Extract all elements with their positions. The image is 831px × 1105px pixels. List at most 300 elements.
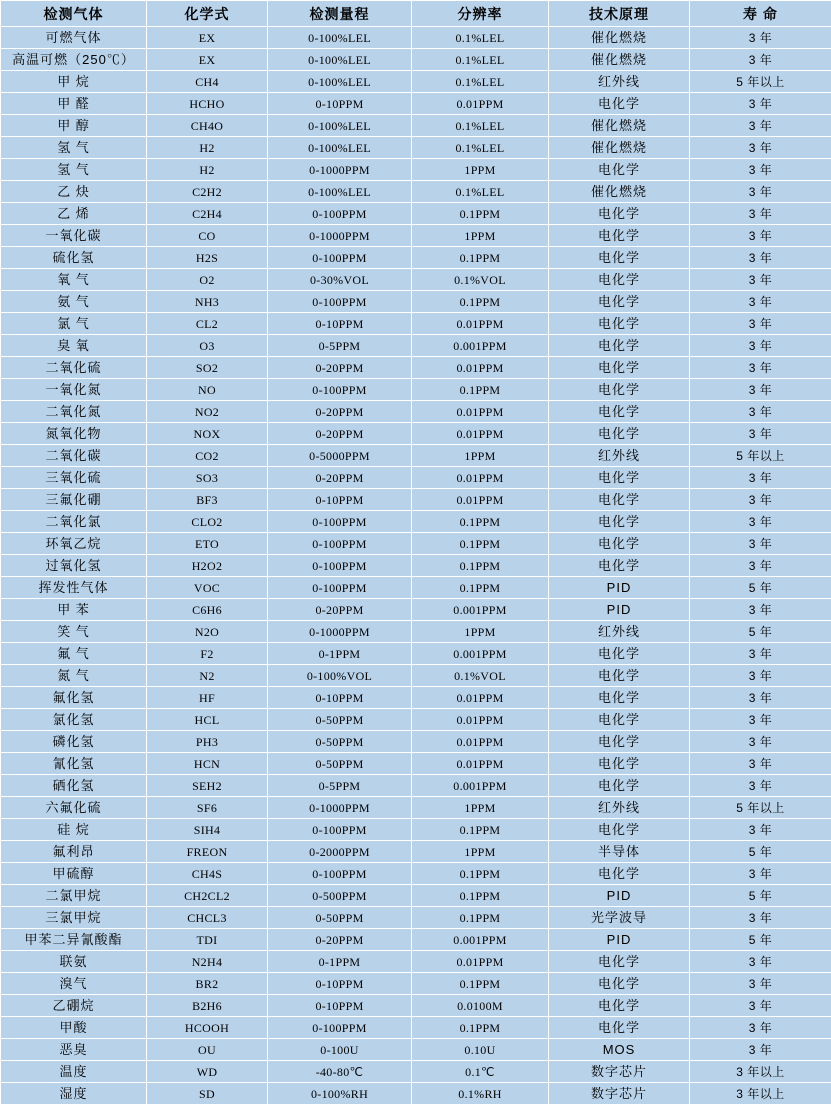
cell-range: 0-100PPM bbox=[268, 247, 412, 269]
cell-range: 0-20PPM bbox=[268, 401, 412, 423]
cell-lifespan: 3 年 bbox=[690, 599, 831, 621]
cell-range: 0-5000PPM bbox=[268, 445, 412, 467]
table-row bbox=[1, 973, 831, 995]
cell-lifespan: 3 年 bbox=[690, 863, 831, 885]
cell-gas: 一氧化氮 bbox=[1, 379, 147, 401]
cell-formula: HCHO bbox=[147, 93, 268, 115]
table-row bbox=[1, 1039, 831, 1061]
cell-range: 0-1000PPM bbox=[268, 225, 412, 247]
column-header-range: 检测量程 bbox=[268, 1, 412, 27]
cell-range: 0-10PPM bbox=[268, 687, 412, 709]
table-row bbox=[1, 137, 831, 159]
cell-resolution: 0.1%LEL bbox=[412, 49, 549, 71]
cell-lifespan: 3 年 bbox=[690, 401, 831, 423]
cell-principle: 电化学 bbox=[549, 401, 690, 423]
cell-resolution: 0.001PPM bbox=[412, 643, 549, 665]
cell-formula: BF3 bbox=[147, 489, 268, 511]
cell-formula: HCOOH bbox=[147, 1017, 268, 1039]
cell-principle: 电化学 bbox=[549, 247, 690, 269]
cell-formula: NO bbox=[147, 379, 268, 401]
table-row bbox=[1, 313, 831, 335]
cell-range: 0-500PPM bbox=[268, 885, 412, 907]
cell-principle: 电化学 bbox=[549, 753, 690, 775]
cell-lifespan: 3 年 bbox=[690, 247, 831, 269]
cell-resolution: 0.01PPM bbox=[412, 489, 549, 511]
table-row bbox=[1, 269, 831, 291]
cell-principle: 催化燃烧 bbox=[549, 27, 690, 49]
cell-gas: 甲硫醇 bbox=[1, 863, 147, 885]
cell-range: 0-20PPM bbox=[268, 357, 412, 379]
cell-formula: NH3 bbox=[147, 291, 268, 313]
cell-resolution: 0.01PPM bbox=[412, 709, 549, 731]
cell-formula: N2H4 bbox=[147, 951, 268, 973]
cell-lifespan: 3 年 bbox=[690, 203, 831, 225]
cell-range: 0-10PPM bbox=[268, 995, 412, 1017]
cell-lifespan: 5 年以上 bbox=[690, 797, 831, 819]
cell-gas: 溴气 bbox=[1, 973, 147, 995]
cell-range: 0-50PPM bbox=[268, 709, 412, 731]
table-row bbox=[1, 533, 831, 555]
table-row bbox=[1, 379, 831, 401]
cell-gas: 磷化氢 bbox=[1, 731, 147, 753]
column-header-formula: 化学式 bbox=[147, 1, 268, 27]
cell-principle: 催化燃烧 bbox=[549, 49, 690, 71]
cell-gas: 联氨 bbox=[1, 951, 147, 973]
cell-formula: CO bbox=[147, 225, 268, 247]
cell-resolution: 1PPM bbox=[412, 225, 549, 247]
cell-gas: 氨 气 bbox=[1, 291, 147, 313]
cell-range: 0-20PPM bbox=[268, 423, 412, 445]
cell-principle: 红外线 bbox=[549, 621, 690, 643]
cell-lifespan: 3 年 bbox=[690, 533, 831, 555]
cell-lifespan: 3 年 bbox=[690, 181, 831, 203]
cell-range: 0-50PPM bbox=[268, 907, 412, 929]
cell-gas: 氢 气 bbox=[1, 137, 147, 159]
cell-resolution: 0.1PPM bbox=[412, 203, 549, 225]
cell-range: 0-10PPM bbox=[268, 489, 412, 511]
cell-gas: 六氟化硫 bbox=[1, 797, 147, 819]
table-row bbox=[1, 951, 831, 973]
cell-lifespan: 3 年 bbox=[690, 687, 831, 709]
table-row bbox=[1, 577, 831, 599]
table-row bbox=[1, 687, 831, 709]
column-header-lifespan: 寿 命 bbox=[690, 1, 831, 27]
table-row bbox=[1, 555, 831, 577]
cell-formula: CL2 bbox=[147, 313, 268, 335]
cell-formula: SF6 bbox=[147, 797, 268, 819]
cell-formula: HCL bbox=[147, 709, 268, 731]
cell-principle: PID bbox=[549, 929, 690, 951]
cell-formula: F2 bbox=[147, 643, 268, 665]
cell-lifespan: 3 年 bbox=[690, 555, 831, 577]
cell-gas: 三氧化硫 bbox=[1, 467, 147, 489]
cell-formula: CH2CL2 bbox=[147, 885, 268, 907]
cell-range: 0-100PPM bbox=[268, 555, 412, 577]
table-row bbox=[1, 731, 831, 753]
cell-lifespan: 3 年以上 bbox=[690, 1061, 831, 1083]
table-row bbox=[1, 115, 831, 137]
cell-resolution: 0.1PPM bbox=[412, 885, 549, 907]
cell-lifespan: 3 年 bbox=[690, 423, 831, 445]
cell-resolution: 0.1℃ bbox=[412, 1061, 549, 1083]
cell-principle: PID bbox=[549, 885, 690, 907]
table-row bbox=[1, 819, 831, 841]
cell-principle: 电化学 bbox=[549, 555, 690, 577]
cell-gas: 挥发性气体 bbox=[1, 577, 147, 599]
table-row bbox=[1, 203, 831, 225]
cell-range: 0-100%LEL bbox=[268, 181, 412, 203]
cell-gas: 硫化氢 bbox=[1, 247, 147, 269]
cell-gas: 湿度 bbox=[1, 1083, 147, 1105]
table-row bbox=[1, 1017, 831, 1039]
cell-resolution: 0.01PPM bbox=[412, 93, 549, 115]
cell-lifespan: 3 年 bbox=[690, 49, 831, 71]
cell-lifespan: 5 年 bbox=[690, 885, 831, 907]
cell-formula: SD bbox=[147, 1083, 268, 1105]
cell-formula: O2 bbox=[147, 269, 268, 291]
table-row bbox=[1, 159, 831, 181]
cell-formula: H2O2 bbox=[147, 555, 268, 577]
cell-lifespan: 3 年 bbox=[690, 775, 831, 797]
cell-gas: 二氧化氮 bbox=[1, 401, 147, 423]
cell-principle: 数字芯片 bbox=[549, 1061, 690, 1083]
cell-gas: 高温可燃（250℃） bbox=[1, 49, 147, 71]
cell-lifespan: 3 年 bbox=[690, 335, 831, 357]
cell-gas: 氟化氢 bbox=[1, 687, 147, 709]
cell-range: 0-1000PPM bbox=[268, 797, 412, 819]
cell-gas: 二氧化硫 bbox=[1, 357, 147, 379]
cell-formula: EX bbox=[147, 49, 268, 71]
cell-gas: 环氧乙烷 bbox=[1, 533, 147, 555]
cell-gas: 甲 醇 bbox=[1, 115, 147, 137]
cell-gas: 氢 气 bbox=[1, 159, 147, 181]
table-row bbox=[1, 71, 831, 93]
cell-lifespan: 5 年 bbox=[690, 929, 831, 951]
cell-principle: 电化学 bbox=[549, 819, 690, 841]
cell-formula: NOX bbox=[147, 423, 268, 445]
cell-resolution: 0.1%LEL bbox=[412, 137, 549, 159]
cell-principle: 半导体 bbox=[549, 841, 690, 863]
cell-formula: C2H4 bbox=[147, 203, 268, 225]
cell-resolution: 0.1PPM bbox=[412, 907, 549, 929]
table-row bbox=[1, 1061, 831, 1083]
cell-lifespan: 3 年 bbox=[690, 489, 831, 511]
table-row bbox=[1, 797, 831, 819]
cell-formula: C6H6 bbox=[147, 599, 268, 621]
cell-formula: ETO bbox=[147, 533, 268, 555]
cell-range: 0-100%LEL bbox=[268, 115, 412, 137]
cell-resolution: 0.1PPM bbox=[412, 247, 549, 269]
cell-gas: 氟利昂 bbox=[1, 841, 147, 863]
cell-gas: 二氯甲烷 bbox=[1, 885, 147, 907]
cell-lifespan: 3 年 bbox=[690, 753, 831, 775]
cell-resolution: 0.1%VOL bbox=[412, 665, 549, 687]
cell-lifespan: 3 年 bbox=[690, 1017, 831, 1039]
table-row bbox=[1, 1083, 831, 1105]
cell-formula: C2H2 bbox=[147, 181, 268, 203]
table-row bbox=[1, 291, 831, 313]
table-row bbox=[1, 995, 831, 1017]
cell-principle: 电化学 bbox=[549, 423, 690, 445]
cell-range: 0-5PPM bbox=[268, 775, 412, 797]
cell-formula: BR2 bbox=[147, 973, 268, 995]
cell-range: 0-50PPM bbox=[268, 731, 412, 753]
table-row bbox=[1, 423, 831, 445]
cell-resolution: 0.01PPM bbox=[412, 357, 549, 379]
cell-formula: CLO2 bbox=[147, 511, 268, 533]
cell-resolution: 0.1PPM bbox=[412, 291, 549, 313]
cell-resolution: 0.01PPM bbox=[412, 753, 549, 775]
cell-gas: 氟 气 bbox=[1, 643, 147, 665]
cell-lifespan: 3 年 bbox=[690, 27, 831, 49]
cell-principle: 数字芯片 bbox=[549, 1083, 690, 1105]
cell-lifespan: 3 年 bbox=[690, 907, 831, 929]
cell-lifespan: 3 年 bbox=[690, 159, 831, 181]
cell-principle: 电化学 bbox=[549, 709, 690, 731]
cell-lifespan: 5 年 bbox=[690, 841, 831, 863]
table-row bbox=[1, 467, 831, 489]
cell-gas: 笑 气 bbox=[1, 621, 147, 643]
cell-range: 0-100%RH bbox=[268, 1083, 412, 1105]
cell-range: 0-100PPM bbox=[268, 819, 412, 841]
cell-gas: 硅 烷 bbox=[1, 819, 147, 841]
cell-formula: CH4O bbox=[147, 115, 268, 137]
cell-formula: EX bbox=[147, 27, 268, 49]
table-row bbox=[1, 885, 831, 907]
cell-resolution: 0.1PPM bbox=[412, 819, 549, 841]
cell-range: 0-20PPM bbox=[268, 929, 412, 951]
cell-formula: SO3 bbox=[147, 467, 268, 489]
cell-formula: SEH2 bbox=[147, 775, 268, 797]
cell-lifespan: 3 年 bbox=[690, 115, 831, 137]
cell-gas: 乙 烯 bbox=[1, 203, 147, 225]
cell-principle: 红外线 bbox=[549, 71, 690, 93]
cell-lifespan: 3 年 bbox=[690, 379, 831, 401]
cell-range: 0-10PPM bbox=[268, 93, 412, 115]
cell-principle: 光学波导 bbox=[549, 907, 690, 929]
cell-gas: 二氧化碳 bbox=[1, 445, 147, 467]
cell-principle: 催化燃烧 bbox=[549, 137, 690, 159]
cell-principle: 电化学 bbox=[549, 225, 690, 247]
cell-principle: 电化学 bbox=[549, 269, 690, 291]
cell-range: 0-20PPM bbox=[268, 467, 412, 489]
table-row bbox=[1, 665, 831, 687]
cell-lifespan: 3 年 bbox=[690, 269, 831, 291]
column-header-gas: 检测气体 bbox=[1, 1, 147, 27]
cell-resolution: 0.001PPM bbox=[412, 335, 549, 357]
cell-principle: 电化学 bbox=[549, 489, 690, 511]
cell-principle: MOS bbox=[549, 1039, 690, 1061]
cell-range: 0-10PPM bbox=[268, 973, 412, 995]
cell-gas: 温度 bbox=[1, 1061, 147, 1083]
cell-lifespan: 3 年 bbox=[690, 511, 831, 533]
cell-principle: 电化学 bbox=[549, 159, 690, 181]
cell-range: -40-80℃ bbox=[268, 1061, 412, 1083]
cell-lifespan: 3 年 bbox=[690, 665, 831, 687]
cell-principle: 电化学 bbox=[549, 203, 690, 225]
cell-lifespan: 3 年 bbox=[690, 93, 831, 115]
column-header-resolution: 分辨率 bbox=[412, 1, 549, 27]
cell-principle: 电化学 bbox=[549, 863, 690, 885]
cell-lifespan: 3 年 bbox=[690, 357, 831, 379]
cell-resolution: 0.10U bbox=[412, 1039, 549, 1061]
cell-principle: 催化燃烧 bbox=[549, 115, 690, 137]
cell-resolution: 1PPM bbox=[412, 159, 549, 181]
cell-resolution: 0.01PPM bbox=[412, 313, 549, 335]
cell-principle: 电化学 bbox=[549, 731, 690, 753]
cell-principle: 电化学 bbox=[549, 357, 690, 379]
cell-lifespan: 5 年以上 bbox=[690, 71, 831, 93]
cell-range: 0-50PPM bbox=[268, 753, 412, 775]
cell-resolution: 0.1%LEL bbox=[412, 27, 549, 49]
table-row bbox=[1, 247, 831, 269]
cell-formula: N2 bbox=[147, 665, 268, 687]
cell-lifespan: 3 年 bbox=[690, 137, 831, 159]
cell-gas: 甲酸 bbox=[1, 1017, 147, 1039]
cell-lifespan: 3 年 bbox=[690, 731, 831, 753]
cell-resolution: 0.1PPM bbox=[412, 577, 549, 599]
cell-formula: B2H6 bbox=[147, 995, 268, 1017]
cell-lifespan: 3 年 bbox=[690, 643, 831, 665]
table-row bbox=[1, 335, 831, 357]
cell-gas: 二氧化氯 bbox=[1, 511, 147, 533]
table-row bbox=[1, 863, 831, 885]
cell-range: 0-100PPM bbox=[268, 533, 412, 555]
cell-range: 0-100PPM bbox=[268, 577, 412, 599]
cell-resolution: 0.01PPM bbox=[412, 687, 549, 709]
cell-formula: CHCL3 bbox=[147, 907, 268, 929]
table-row bbox=[1, 357, 831, 379]
cell-formula: N2O bbox=[147, 621, 268, 643]
cell-gas: 乙硼烷 bbox=[1, 995, 147, 1017]
table-header-row bbox=[1, 1, 831, 27]
cell-formula: H2S bbox=[147, 247, 268, 269]
cell-gas: 臭 氧 bbox=[1, 335, 147, 357]
cell-principle: 红外线 bbox=[549, 797, 690, 819]
cell-principle: 电化学 bbox=[549, 687, 690, 709]
table-row bbox=[1, 401, 831, 423]
cell-gas: 过氧化氢 bbox=[1, 555, 147, 577]
cell-lifespan: 3 年 bbox=[690, 951, 831, 973]
cell-resolution: 1PPM bbox=[412, 445, 549, 467]
cell-range: 0-100PPM bbox=[268, 291, 412, 313]
cell-range: 0-20PPM bbox=[268, 599, 412, 621]
cell-lifespan: 3 年 bbox=[690, 467, 831, 489]
cell-formula: VOC bbox=[147, 577, 268, 599]
cell-principle: 电化学 bbox=[549, 995, 690, 1017]
cell-lifespan: 3 年 bbox=[690, 973, 831, 995]
cell-gas: 恶臭 bbox=[1, 1039, 147, 1061]
table-row bbox=[1, 775, 831, 797]
cell-range: 0-100PPM bbox=[268, 203, 412, 225]
cell-gas: 氧 气 bbox=[1, 269, 147, 291]
table-row bbox=[1, 445, 831, 467]
cell-resolution: 1PPM bbox=[412, 797, 549, 819]
cell-range: 0-100%VOL bbox=[268, 665, 412, 687]
cell-lifespan: 5 年 bbox=[690, 577, 831, 599]
cell-formula: CH4S bbox=[147, 863, 268, 885]
cell-principle: 电化学 bbox=[549, 951, 690, 973]
cell-range: 0-2000PPM bbox=[268, 841, 412, 863]
cell-lifespan: 3 年以上 bbox=[690, 1083, 831, 1105]
cell-gas: 氯 气 bbox=[1, 313, 147, 335]
cell-gas: 甲苯二异氰酸酯 bbox=[1, 929, 147, 951]
cell-range: 0-100PPM bbox=[268, 379, 412, 401]
cell-resolution: 0.01PPM bbox=[412, 467, 549, 489]
cell-lifespan: 5 年 bbox=[690, 621, 831, 643]
cell-resolution: 0.01PPM bbox=[412, 951, 549, 973]
cell-gas: 可燃气体 bbox=[1, 27, 147, 49]
cell-resolution: 0.01PPM bbox=[412, 731, 549, 753]
cell-lifespan: 3 年 bbox=[690, 225, 831, 247]
table-row bbox=[1, 709, 831, 731]
cell-lifespan: 3 年 bbox=[690, 313, 831, 335]
table-row bbox=[1, 225, 831, 247]
table-row bbox=[1, 929, 831, 951]
cell-formula: SO2 bbox=[147, 357, 268, 379]
cell-range: 0-100%LEL bbox=[268, 71, 412, 93]
cell-resolution: 0.001PPM bbox=[412, 929, 549, 951]
cell-lifespan: 3 年 bbox=[690, 819, 831, 841]
cell-principle: 电化学 bbox=[549, 379, 690, 401]
cell-range: 0-100PPM bbox=[268, 511, 412, 533]
column-header-principle: 技术原理 bbox=[549, 1, 690, 27]
table-row bbox=[1, 841, 831, 863]
cell-range: 0-100U bbox=[268, 1039, 412, 1061]
cell-principle: 催化燃烧 bbox=[549, 181, 690, 203]
cell-gas: 三氟化硼 bbox=[1, 489, 147, 511]
table-row bbox=[1, 27, 831, 49]
cell-formula: TDI bbox=[147, 929, 268, 951]
cell-gas: 甲 烷 bbox=[1, 71, 147, 93]
cell-resolution: 0.01PPM bbox=[412, 423, 549, 445]
cell-principle: 电化学 bbox=[549, 775, 690, 797]
cell-resolution: 0.0100M bbox=[412, 995, 549, 1017]
cell-resolution: 0.1PPM bbox=[412, 1017, 549, 1039]
cell-principle: 红外线 bbox=[549, 445, 690, 467]
table-row bbox=[1, 753, 831, 775]
cell-gas: 氰化氢 bbox=[1, 753, 147, 775]
cell-range: 0-100%LEL bbox=[268, 49, 412, 71]
cell-lifespan: 5 年以上 bbox=[690, 445, 831, 467]
cell-resolution: 0.1%LEL bbox=[412, 115, 549, 137]
cell-principle: PID bbox=[549, 599, 690, 621]
cell-resolution: 0.1%LEL bbox=[412, 71, 549, 93]
cell-resolution: 0.01PPM bbox=[412, 401, 549, 423]
cell-formula: FREON bbox=[147, 841, 268, 863]
cell-principle: 电化学 bbox=[549, 467, 690, 489]
cell-formula: PH3 bbox=[147, 731, 268, 753]
cell-formula: H2 bbox=[147, 159, 268, 181]
cell-lifespan: 3 年 bbox=[690, 709, 831, 731]
cell-gas: 氮 气 bbox=[1, 665, 147, 687]
cell-resolution: 1PPM bbox=[412, 621, 549, 643]
cell-range: 0-100PPM bbox=[268, 1017, 412, 1039]
cell-formula: H2 bbox=[147, 137, 268, 159]
cell-range: 0-100PPM bbox=[268, 863, 412, 885]
table-row bbox=[1, 489, 831, 511]
cell-lifespan: 3 年 bbox=[690, 995, 831, 1017]
cell-resolution: 0.1PPM bbox=[412, 863, 549, 885]
table-row bbox=[1, 49, 831, 71]
table-row bbox=[1, 511, 831, 533]
cell-range: 0-5PPM bbox=[268, 335, 412, 357]
cell-gas: 氮氧化物 bbox=[1, 423, 147, 445]
cell-gas: 三氯甲烷 bbox=[1, 907, 147, 929]
cell-resolution: 0.001PPM bbox=[412, 775, 549, 797]
cell-formula: OU bbox=[147, 1039, 268, 1061]
cell-principle: 电化学 bbox=[549, 335, 690, 357]
